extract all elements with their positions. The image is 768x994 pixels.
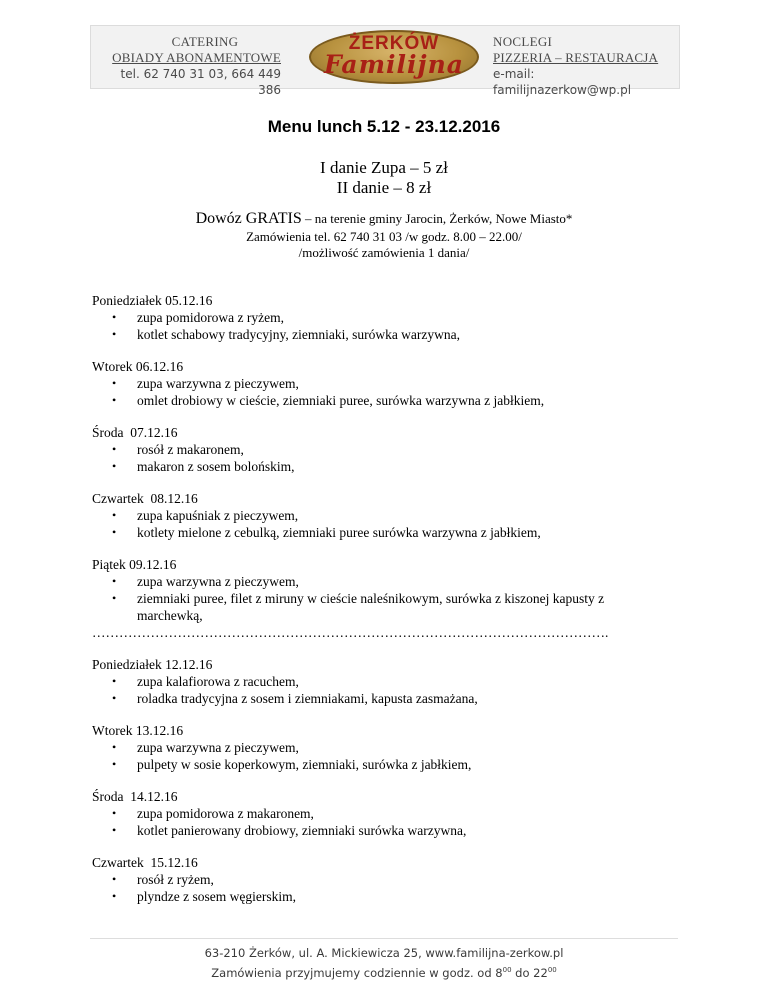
footer-hours-mid: do 22: [511, 965, 548, 980]
dish-text: zupa warzywna z pieczywem,: [137, 574, 299, 589]
day-title: Piątek 09.12.16: [92, 557, 177, 572]
dish-text: omlet drobiowy w cieście, ziemniaki puree, surówka warzywna z jabłkiem,: [137, 393, 545, 408]
day-title: Poniedziałek 05.12.16: [92, 293, 213, 308]
bullet-icon: •: [112, 459, 117, 473]
delivery-area: – na terenie gminy Jarocin, Żerków, Nowe Miasto*: [301, 211, 573, 226]
dish-item: [92, 590, 692, 624]
accommodation-info: [493, 34, 675, 98]
dish-text: plyndze z sosem węgierskim,: [137, 889, 296, 904]
dish-text: makaron z sosem bolońskim,: [137, 459, 295, 474]
price-second-course: II danie – 8 zł: [336, 178, 432, 197]
menu-day: [92, 722, 692, 773]
menu-day: [92, 424, 692, 475]
day-title: Czwartek 08.12.16: [92, 491, 198, 506]
dish-item: [92, 309, 692, 326]
menu-day: [92, 556, 692, 624]
catering-label: CATERING: [171, 34, 239, 49]
dish-text: roladka tradycyjna z sosem i ziemniakami, kapusta zasmażana,: [137, 691, 478, 706]
bullet-icon: •: [112, 757, 117, 771]
dish-text: kotlet schabowy tradycyjny, ziemniaki, surówka warzywna,: [137, 327, 461, 342]
day-title: Wtorek 06.12.16: [92, 359, 184, 374]
bullet-icon: •: [112, 574, 117, 588]
bullet-icon: •: [112, 376, 117, 390]
bullet-icon: •: [112, 525, 117, 539]
logo-town-text: ŻERKÓW: [348, 33, 440, 54]
day-title: Poniedziałek 12.12.16: [92, 657, 213, 672]
dish-text: kotlety mielone z cebulką, ziemniaki puree surówka warzywna z jabłkiem,: [137, 525, 541, 540]
footer: [0, 945, 768, 982]
footer-order-hours: [0, 962, 768, 982]
bullet-icon: •: [112, 674, 117, 688]
bullet-icon: •: [112, 508, 117, 522]
delivery-info: [0, 210, 768, 228]
day-title: Wtorek 13.12.16: [92, 723, 184, 738]
bullet-icon: •: [112, 310, 117, 324]
footer-hours-text: Zamówienia przyjmujemy codziennie w godz. od 8: [211, 965, 503, 980]
logo-brand-text: Familijna: [324, 50, 464, 79]
dish-item: [92, 673, 692, 690]
phone-numbers: tel. 62 740 31 03, 664 449 386: [120, 67, 281, 97]
dish-text: zupa warzywna z pieczywem,: [137, 740, 299, 755]
dish-item: [92, 805, 692, 822]
footer-hours-sup-end: 00: [547, 966, 557, 974]
dish-item: [92, 524, 692, 541]
menu-day: [92, 854, 692, 905]
menu-day: [92, 656, 692, 707]
dish-item: [92, 392, 692, 409]
footer-hours-sup-start: 00: [502, 966, 512, 974]
menu-list: [92, 292, 692, 905]
bullet-icon: •: [112, 442, 117, 456]
delivery-free: Dowóz GRATIS: [195, 210, 302, 227]
order-note: /możliwość zamówienia 1 dania/: [298, 245, 470, 260]
price-first-course: I danie Zupa – 5 zł: [320, 158, 448, 177]
order-phone: Zamówienia tel. 62 740 31 03 /w godz. 8.00 – 22.00/: [246, 229, 522, 244]
dish-text: rosół z ryżem,: [137, 872, 214, 887]
dish-item: [92, 458, 692, 475]
bullet-icon: •: [112, 591, 117, 605]
dish-item: [92, 441, 692, 458]
subscription-meals-label: OBIADY ABONAMENTOWE: [112, 50, 281, 65]
dish-text: pulpety w sosie koperkowym, ziemniaki, surówka z jabłkiem,: [137, 757, 472, 772]
dish-item: [92, 756, 692, 773]
dish-text: zupa warzywna z pieczywem,: [137, 376, 299, 391]
day-title: Środa 14.12.16: [92, 789, 178, 804]
menu-day: [92, 490, 692, 541]
menu-title: Menu lunch 5.12 - 23.12.2016: [267, 117, 501, 136]
bullet-icon: •: [112, 889, 117, 903]
week-separator: …………………………………………………………………………………………………….: [92, 625, 609, 640]
dish-text: ziemniaki puree, filet z miruny w cieście naleśnikowym, surówka z kiszonej kapusty z marchewką,: [137, 591, 605, 623]
dish-item: [92, 326, 692, 343]
menu-day: [92, 292, 692, 343]
catering-info: [109, 34, 281, 98]
bullet-icon: •: [112, 393, 117, 407]
dish-text: kotlet panierowany drobiowy, ziemniaki surówka warzywna,: [137, 823, 467, 838]
day-title: Czwartek 15.12.16: [92, 855, 198, 870]
dish-item: [92, 739, 692, 756]
menu-day: [92, 358, 692, 409]
dish-item: [92, 507, 692, 524]
dish-text: zupa kapuśniak z pieczywem,: [137, 508, 299, 523]
bullet-icon: •: [112, 823, 117, 837]
day-title: Środa 07.12.16: [92, 425, 178, 440]
dish-item: [92, 888, 692, 905]
dish-item: [92, 690, 692, 707]
familijna-logo: [309, 30, 479, 84]
pizzeria-label: PIZZERIA – RESTAURACJA: [493, 50, 659, 65]
footer-divider: [90, 938, 678, 939]
dish-item: [92, 573, 692, 590]
bullet-icon: •: [112, 691, 117, 705]
lodging-label: NOCLEGI: [493, 34, 553, 49]
letterhead: [90, 25, 680, 97]
dish-item: [92, 822, 692, 839]
email-address: e-mail: familijnazerkow@wp.pl: [493, 67, 632, 97]
bullet-icon: •: [112, 327, 117, 341]
dish-text: zupa pomidorowa z makaronem,: [137, 806, 314, 821]
dish-text: rosół z makaronem,: [137, 442, 244, 457]
bullet-icon: •: [112, 872, 117, 886]
bullet-icon: •: [112, 740, 117, 754]
bullet-icon: •: [112, 806, 117, 820]
dish-item: [92, 375, 692, 392]
dish-text: zupa kalafiorowa z racuchem,: [137, 674, 299, 689]
dish-text: zupa pomidorowa z ryżem,: [137, 310, 284, 325]
menu-day: [92, 788, 692, 839]
dish-item: [92, 871, 692, 888]
footer-address: 63-210 Żerków, ul. A. Mickiewicza 25, www.familijna-zerkow.pl: [204, 946, 564, 960]
